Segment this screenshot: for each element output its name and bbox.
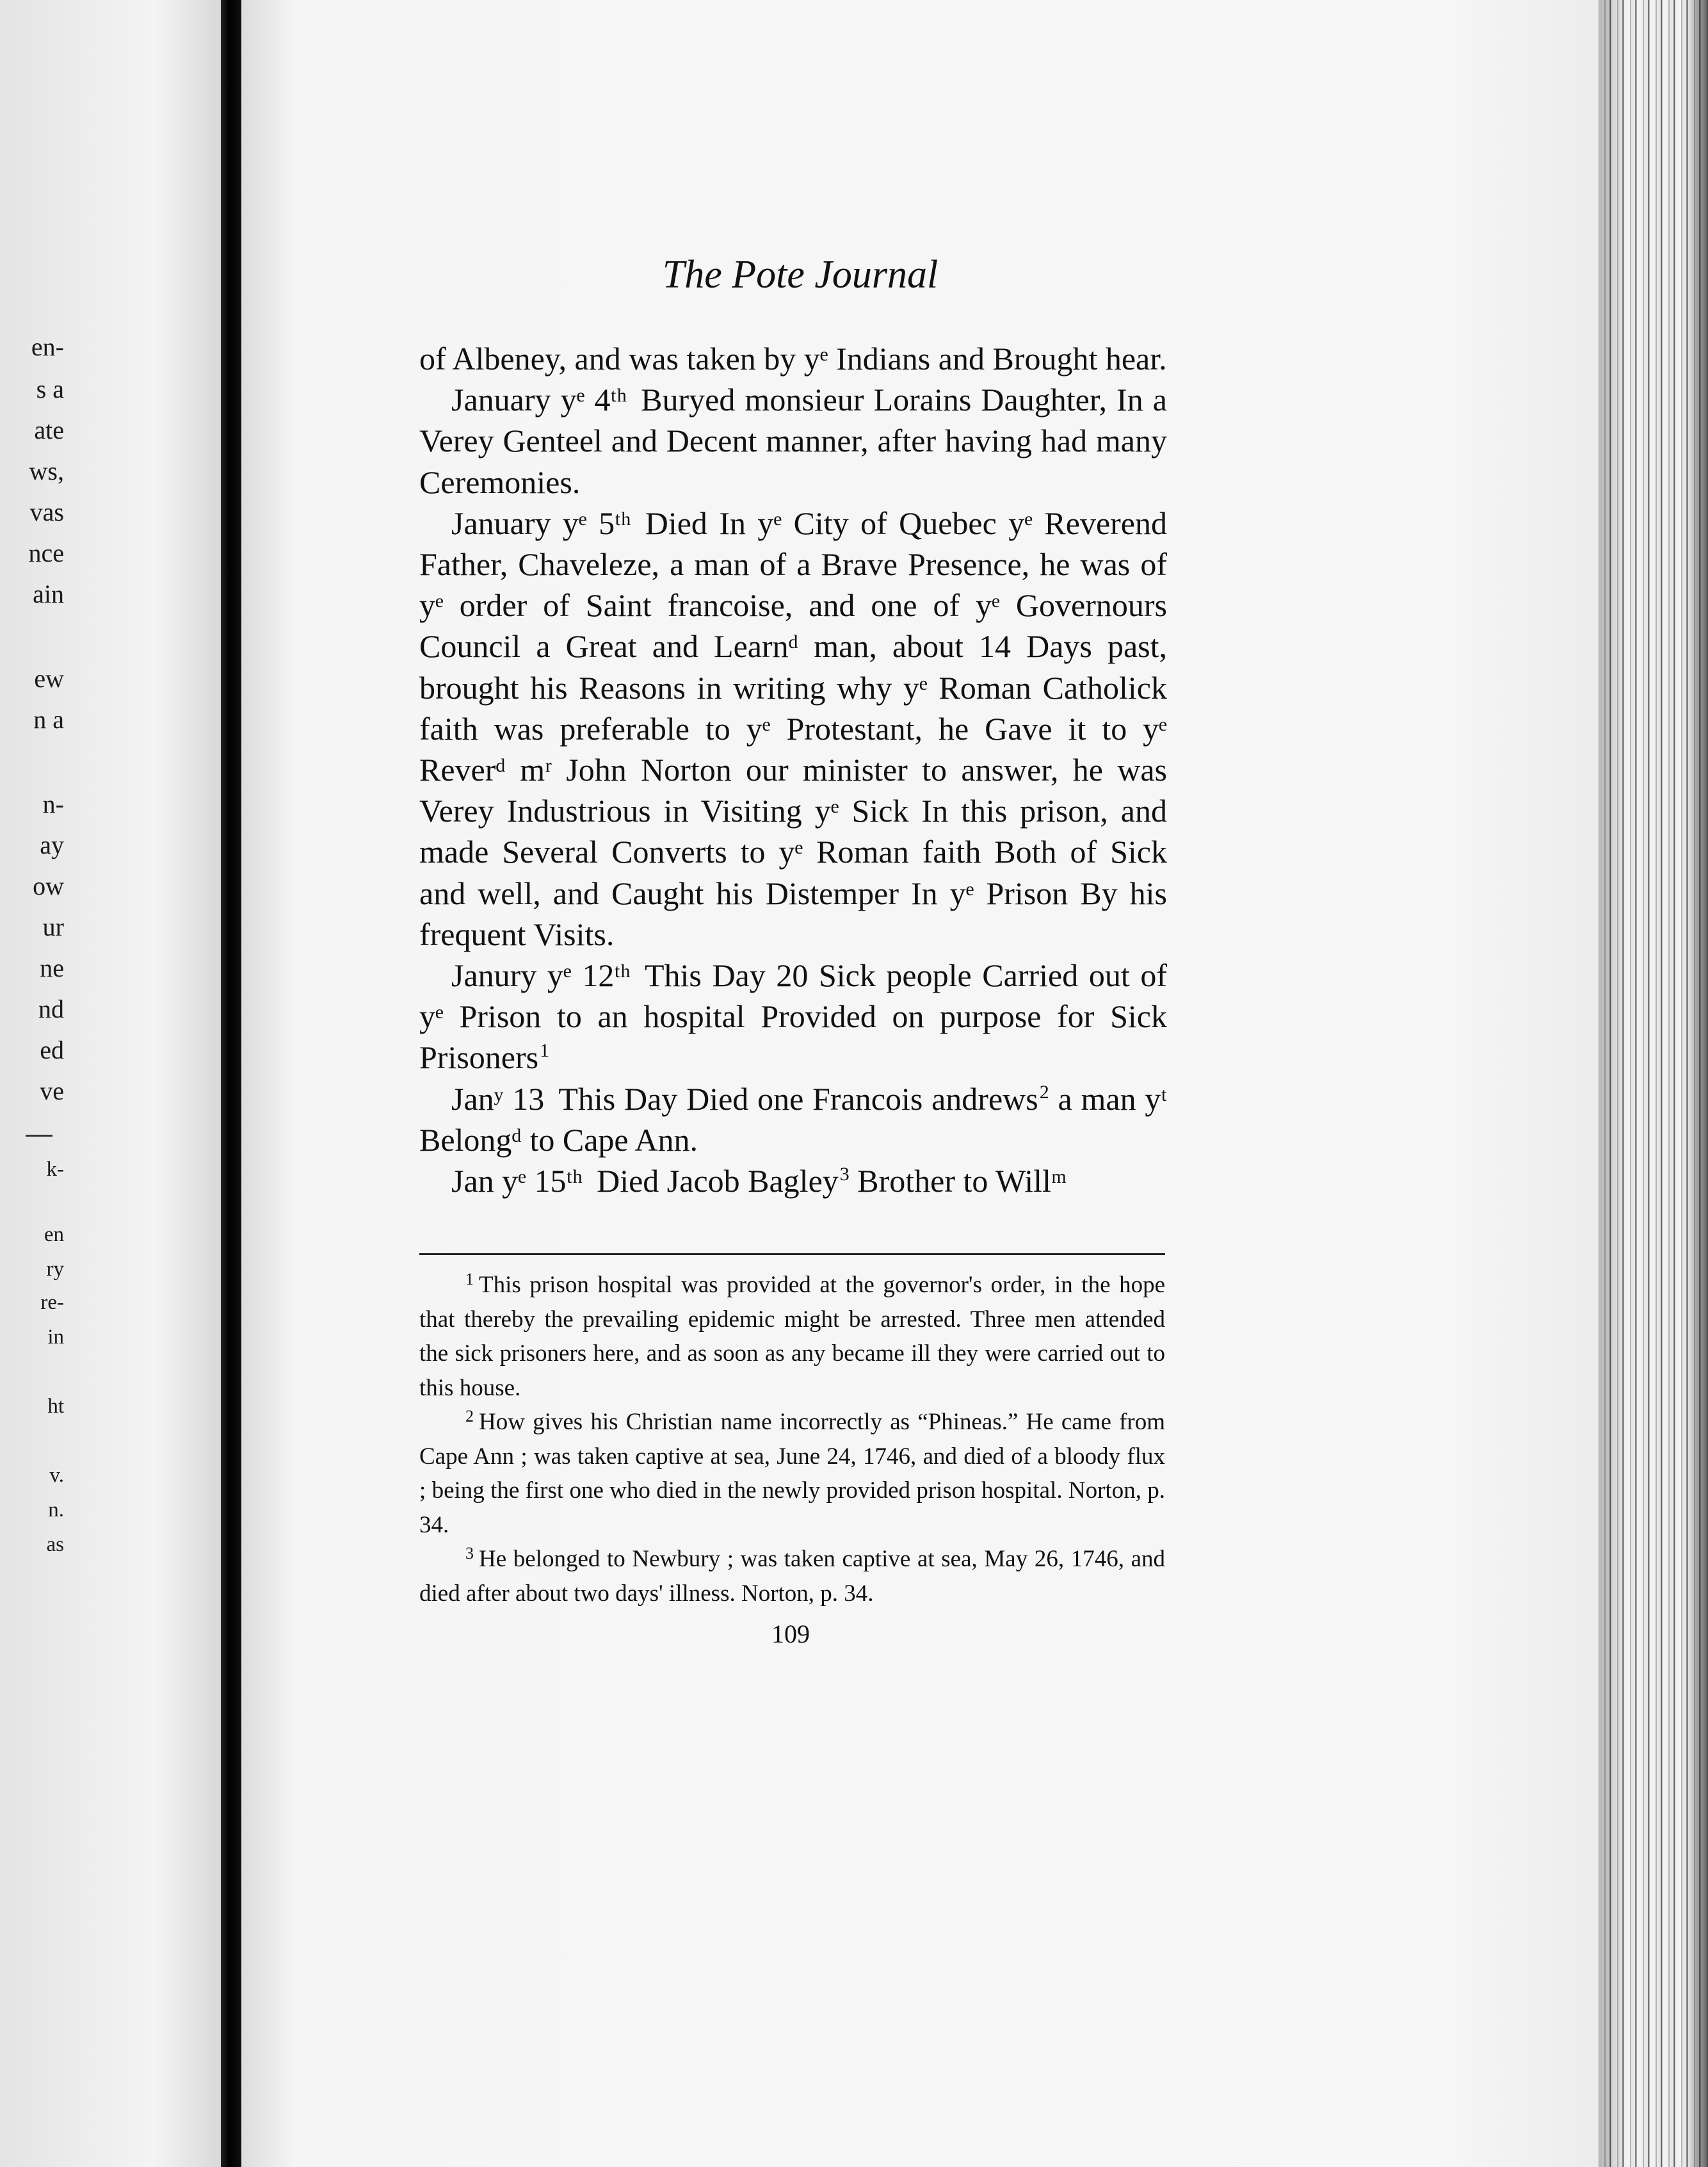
footnote-text: How gives his Christian name incorrectly as “Phineas.” He came from Cape Ann ; was taken captive at sea, June 24, 1746, and died of a bloody flux ; being the first one who died in the newly provided prison hospital. Norton, p. 34. — [419, 1409, 1165, 1538]
entry-date: January yᵉ 4ᵗʰ — [451, 382, 627, 418]
left-margin-fragment: ws, — [29, 457, 64, 485]
left-margin-fragment: ry — [46, 1258, 64, 1281]
left-footnote-rule — [26, 1135, 52, 1137]
left-margin-fragment: n- — [42, 790, 64, 818]
journal-entry — [419, 503, 1167, 955]
footnote-text: This prison hospital was provided at the governor's order, in the hope that thereby the prevailing epidemic might be arrested. Three men attended the sick prisoners here, and as soon as any became ill they were carried out to this house. — [419, 1272, 1165, 1401]
left-margin-fragment: as — [46, 1533, 64, 1556]
running-head: The Pote Journal — [662, 253, 939, 296]
left-margin-fragment: re- — [40, 1291, 64, 1314]
entry-date: January yᵉ 5ᵗʰ — [451, 505, 631, 541]
entry-date: Janʸ 13 — [451, 1080, 545, 1117]
entry-text: Died In yᵉ City of Quebec yᵉ Reverend Father, Chaveleze, a man of a Brave Presence, he was of yᵉ order of Saint francoise, and one of yᵉ Governours Council a Great and Learnᵈ man, about 14 Days past, brought his Reasons in writing why yᵉ Roman Catholick faith was preferable to yᵉ Protestant, he Gave it to yᵉ Reverᵈ mʳ John Norton our minister to answer, he was Verey Industrious in Visiting yᵉ Sick In this prison, and made Several Converts to yᵉ Roman faith Both of Sick and well, and Caught his Distemper In yᵉ Prison By his frequent Visits. — [419, 505, 1167, 952]
footnote — [419, 1268, 1165, 1405]
journal-entry — [419, 379, 1167, 503]
page-number: 109 — [771, 1619, 810, 1648]
left-margin-fragment: ay — [40, 831, 64, 859]
journal-entry — [419, 1078, 1167, 1160]
left-margin-fragment: s a — [36, 375, 64, 403]
left-margin-fragment: ow — [33, 872, 64, 900]
left-margin-fragment: ed — [40, 1035, 64, 1064]
footnote-reference: 1 — [540, 1040, 550, 1062]
left-margin-fragment: v. — [49, 1464, 64, 1487]
left-margin-fragment: nce — [28, 539, 64, 567]
left-margin-fragment: k- — [46, 1158, 64, 1181]
left-margin-fragment: en — [44, 1223, 64, 1246]
entry-date: Jan yᵉ 15ᵗʰ — [451, 1163, 583, 1199]
footnotes — [419, 1268, 1165, 1611]
footnote — [419, 1542, 1165, 1611]
footnote — [419, 1405, 1165, 1542]
footnote-number: 2 — [465, 1407, 474, 1425]
footnote-text: He belonged to Newbury ; was taken captive at sea, May 26, 1746, and died after about two days' illness. Norton, p. 34. — [419, 1546, 1165, 1607]
journal-entry — [419, 1160, 1167, 1201]
left-margin-fragment: ew — [34, 664, 64, 693]
left-margin-fragment: n. — [48, 1498, 64, 1522]
entry-text: Died Jacob Bagley — [597, 1163, 839, 1199]
left-margin-fragment: ur — [42, 913, 64, 941]
footnote-reference: 3 — [839, 1164, 850, 1185]
left-margin-fragment: ne — [40, 954, 64, 982]
entry-text: This Day 20 Sick people Carried out of yᵉ Prison to an hospital Provided on purpose for Sick Prisoners — [419, 957, 1167, 1076]
entry-text: a man yᵗ Belongᵈ to Cape Ann. — [419, 1080, 1168, 1158]
journal-text — [419, 338, 1167, 1201]
left-facing-page — [0, 0, 221, 2167]
entry-text: Buryed monsieur Lorains Daughter, In a Verey Genteel and Decent manner, after having had many Ceremonies. — [419, 382, 1167, 500]
entry-date: Janury yᵉ 12ᵗʰ — [451, 957, 631, 994]
fore-edge-shadow — [1599, 0, 1708, 2167]
book-gutter — [221, 0, 241, 2167]
entry-text: Brother to Willᵐ — [849, 1163, 1067, 1199]
left-margin-fragment: ate — [34, 416, 64, 444]
left-margin-fragment: vas — [29, 498, 64, 526]
left-margin-fragment: nd — [38, 994, 64, 1023]
left-margin-fragment: en- — [31, 332, 64, 361]
entry-text: This Day Died one Francois andrews — [558, 1080, 1038, 1117]
left-margin-fragment: ve — [40, 1076, 64, 1105]
footnote-number: 3 — [465, 1544, 474, 1562]
left-margin-fragment: ain — [33, 580, 64, 608]
footnote-reference: 2 — [1039, 1081, 1049, 1103]
left-margin-fragment: n a — [33, 705, 64, 734]
journal-entry — [419, 955, 1167, 1078]
left-margin-fragment: in — [47, 1326, 64, 1349]
footnote-number: 1 — [465, 1270, 474, 1288]
footnote-rule — [419, 1253, 1165, 1255]
left-margin-fragment: ht — [47, 1395, 64, 1418]
paragraph-continued: of Albeney, and was taken by yᵉ Indians and Brought hear. — [419, 341, 1167, 377]
